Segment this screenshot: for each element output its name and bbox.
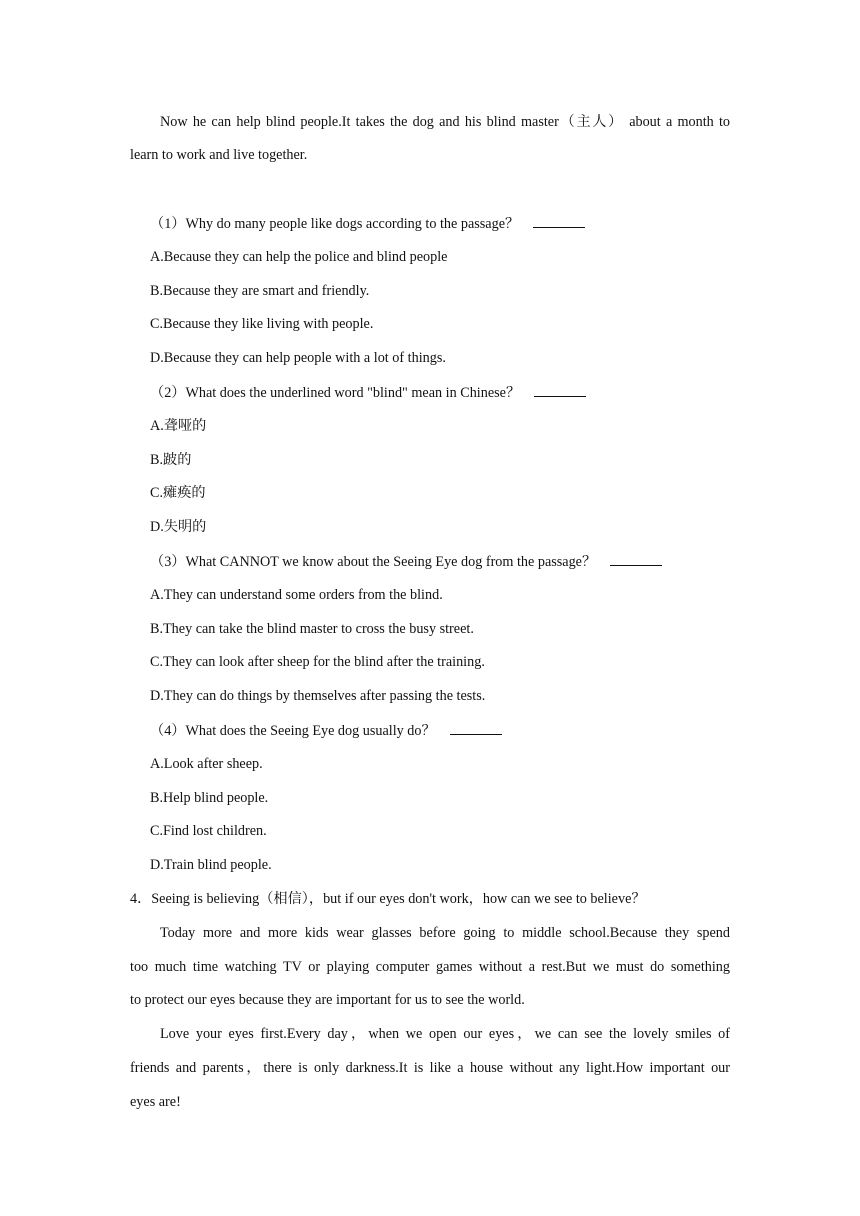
question-stem: （4）What does the Seeing Eye dog usually do？ xyxy=(150,723,436,739)
option-a: A.Because they can help the police and blind people xyxy=(150,249,448,265)
answer-blank xyxy=(534,382,586,397)
section-heading: 4．Seeing is believing（相信），but if our eyes don't work，how can we see to believe？ xyxy=(130,891,646,907)
option-c: C.Find lost children. xyxy=(150,823,267,839)
option-b: B.Because they are smart and friendly. xyxy=(150,283,370,299)
question-1 xyxy=(150,213,585,234)
option-a: A.Look after sheep. xyxy=(150,756,263,772)
option-c: C.They can look after sheep for the blind after the training. xyxy=(150,654,485,670)
option-c: C.瘫痪的 xyxy=(150,485,206,501)
option-a: A.They can understand some orders from the blind. xyxy=(150,587,443,603)
option-d: D.Train blind people. xyxy=(150,857,272,873)
answer-blank xyxy=(610,551,662,566)
paragraph-line: Today more and more kids wear glasses before going to middle school.Because they spend xyxy=(160,925,730,941)
option-d: D.失明的 xyxy=(150,519,207,535)
question-3 xyxy=(150,551,662,572)
passage-line: Now he can help blind people.It takes the dog and his blind master（主人） about a month to xyxy=(160,114,730,130)
option-a: A.聋哑的 xyxy=(150,418,207,434)
answer-blank xyxy=(450,720,502,735)
paragraph-line: Love your eyes first.Every day，when we open our eyes，we can see the lovely smiles of xyxy=(160,1026,730,1042)
option-d: D.They can do things by themselves after passing the tests. xyxy=(150,688,486,704)
question-4 xyxy=(150,720,502,741)
question-stem: （3）What CANNOT we know about the Seeing Eye dog from the passage？ xyxy=(150,554,597,570)
option-b: B.Help blind people. xyxy=(150,790,269,806)
paragraph-line: to protect our eyes because they are important for us to see the world. xyxy=(130,992,525,1008)
paragraph-line: eyes are! xyxy=(130,1094,181,1110)
option-b: B.跛的 xyxy=(150,452,192,468)
question-stem: （1）Why do many people like dogs according to the passage？ xyxy=(150,216,520,232)
paragraph-line: too much time watching TV or playing computer games without a rest.But we must do something xyxy=(130,959,730,975)
passage-line: learn to work and live together. xyxy=(130,147,308,163)
option-b: B.They can take the blind master to cross the busy street. xyxy=(150,621,474,637)
answer-blank xyxy=(533,213,585,228)
question-2 xyxy=(150,382,586,403)
option-d: D.Because they can help people with a lot of things. xyxy=(150,350,446,366)
paragraph-line: friends and parents，there is only darkness.It is like a house without any light.How important our xyxy=(130,1060,730,1076)
option-c: C.Because they like living with people. xyxy=(150,316,374,332)
question-stem: （2）What does the underlined word "blind" mean in Chinese？ xyxy=(150,385,521,401)
